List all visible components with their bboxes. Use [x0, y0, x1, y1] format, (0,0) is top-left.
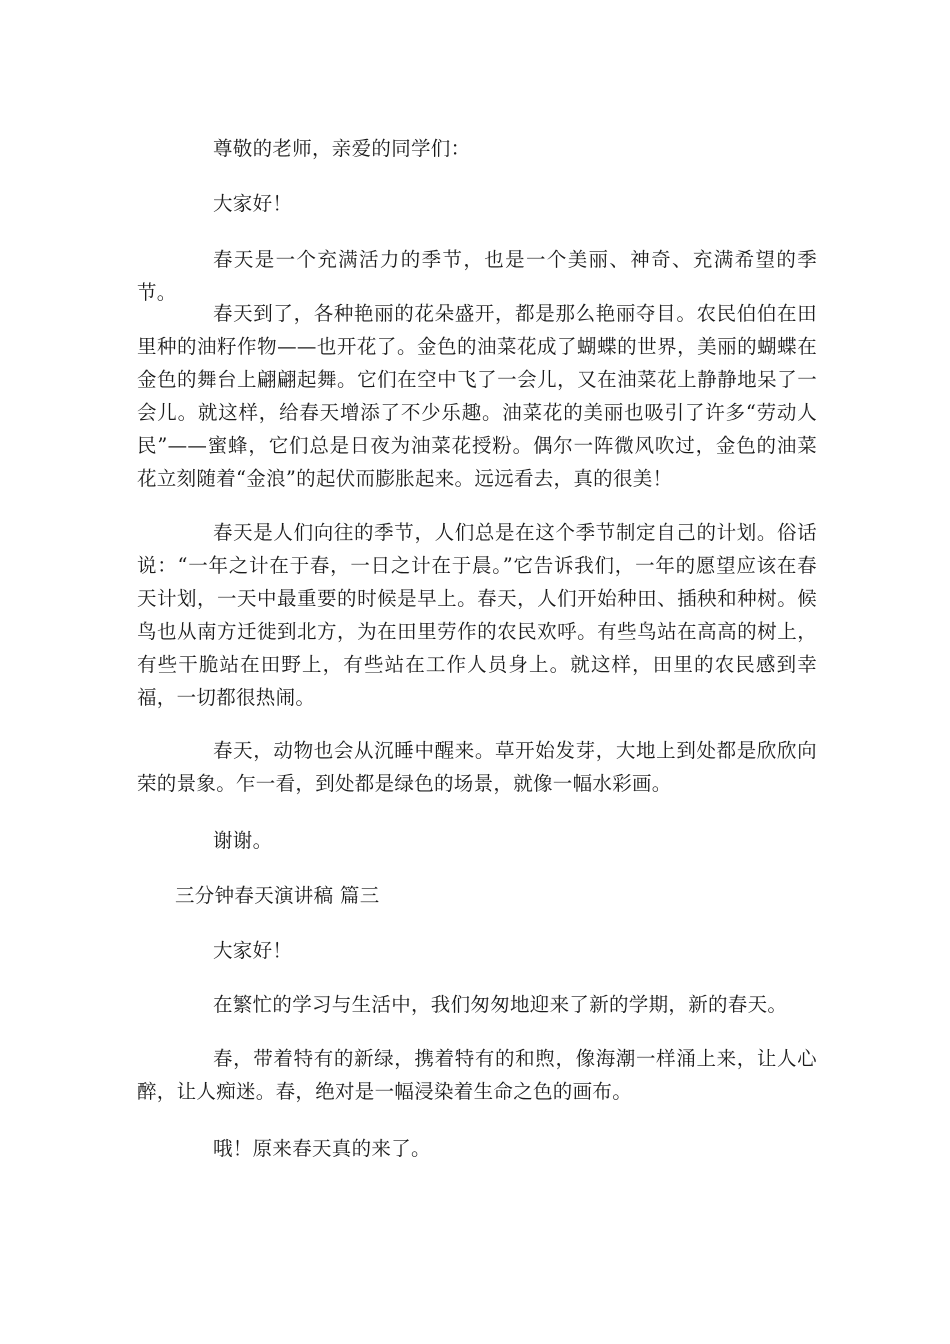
salutation: 尊敬的老师，亲爱的同学们：	[213, 137, 471, 160]
paragraph: 哦！原来春天真的来了。	[213, 1137, 431, 1160]
closing-thanks: 谢谢。	[213, 829, 273, 852]
greeting: 大家好！	[213, 939, 293, 962]
paragraph: 在繁忙的学习与生活中，我们匆匆地迎来了新的学期，新的春天。	[213, 993, 788, 1016]
paragraph: 春天是人们向往的季节，人们总是在这个季节制定自己的计划。俗话说：“一年之计在于春，一日之计在于晨。”它告诉我们，一年的愿望应该在春天计划，一天中最重要的时候是早上。春天，人们开始种田、插秧和种树。候鸟也从南方迁徙到北方，为在田里劳作的农民欢呼。有些鸟站在高高的树上，有些干脆站在田野上，有些站在工作人员身上。就这样，田里的农民感到幸福，一切都很热闹。	[137, 521, 817, 709]
paragraph: 春天是一个充满活力的季节，也是一个美丽、神奇、充满希望的季节。	[137, 248, 817, 304]
section-title: 三分钟春天演讲稿 篇三	[175, 884, 380, 907]
paragraph: 春天，动物也会从沉睡中醒来。草开始发芽，大地上到处都是欣欣向荣的景象。乍一看，到处都是绿色的场景，就像一幅水彩画。	[137, 739, 817, 795]
greeting: 大家好！	[213, 192, 293, 215]
paragraph: 春天到了，各种艳丽的花朵盛开，都是那么艳丽夺目。农民伯伯在田里种的油籽作物——也开花了。金色的油菜花成了蝴蝶的世界，美丽的蝴蝶在金色的舞台上翩翩起舞。它们在空中飞了一会儿，又在油菜花上静静地呆了一会儿。就这样，给春天增添了不少乐趣。油菜花的美丽也吸引了许多“劳动人民”——蜜蜂，它们总是日夜为油菜花授粉。偶尔一阵微风吹过，金色的油菜花立刻随着“金浪”的起伏而膨胀起来。远远看去，真的很美！	[137, 302, 817, 490]
paragraph: 春，带着特有的新绿，携着特有的和煦，像海潮一样涌上来，让人心醉，让人痴迷。春，绝对是一幅浸染着生命之色的画布。	[137, 1047, 817, 1103]
